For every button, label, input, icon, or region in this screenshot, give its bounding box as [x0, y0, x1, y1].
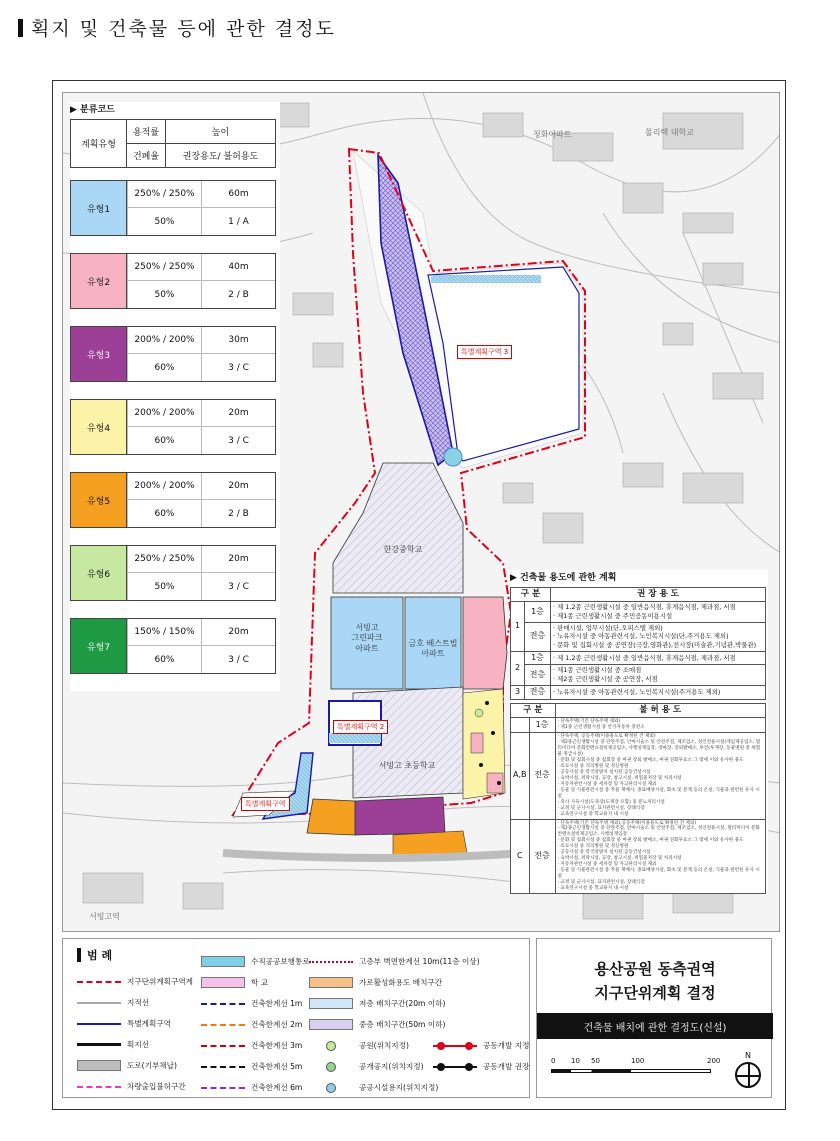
rec-col-div: 구 분 — [511, 588, 551, 602]
usage-row — [511, 819, 766, 894]
type-use: 3 / C — [201, 354, 275, 381]
pro-col-head: 불 허 용 도 — [555, 703, 765, 717]
pro-col-div: 구 분 — [511, 703, 556, 717]
usage-text: · 제1종 근린생활시설 중 소매점 · 제2종 근린생활시설 중 공연장, 서점 — [551, 665, 766, 685]
type-height: 60m — [201, 181, 275, 208]
legend-label: 건축한계선 2m — [251, 1020, 303, 1029]
usage-text: · 단독주택, 공동주택(이용용도로 확정된 건 제외) · 제2종근린생활시설 중 단란주점, 안마시술소 및 안전주점, 제조업소, 성인전용시설(게임제공업소, 멀티미디어 문화컨텐츠설비제공업소, 사행성게임장, 경마장, 장외발매소, 투견(투계장, 동물병원 중 위험물 취급시설) · 문화 및 집회시설 중 집회장 중 마권 장외 발매소, 마권 전화투표소 그 밖에 이와 유사한 용도 · 의료시설 중 격리병원 및 정신병원 · 공동사설 중 복국청방지 설치된 공동건설시설 · 숙박시설, 위락시설, 공장, 창고시설, 위험물저장 및 처리시설 · 자동차관련시설 중 세차장 및 자고관리시설 제외 · 동물 및 식물관련시설 중 작물 재배사, 종묘배양시설, 화초 및 분재 등의 온실, 식물과 관련된 유사 시설 · 축사 사육시설(도축장(도계장 포함) 및 분뇨처리시설 · 교정 및 군사시설, 묘지관련시설, 장례식장 · 교육연구시설 중 학교용지 내 시설 — [555, 732, 765, 819]
type-values — [127, 181, 275, 235]
type5-parcel-2 — [393, 831, 467, 855]
type-height: 20m — [201, 546, 275, 573]
usage-group: A,B — [511, 732, 530, 819]
usage-row — [511, 651, 766, 665]
scale-label: 50 — [591, 1057, 600, 1065]
type-card — [70, 545, 276, 601]
heading-bar — [18, 19, 23, 37]
legend-label: 고층부 벽면한계선 10m(11층 이상) — [359, 957, 480, 966]
legend-label: 지구단위계획구역계 — [127, 977, 194, 986]
legend-item — [309, 951, 480, 972]
legend-symbol — [309, 956, 353, 968]
type-bcr: 60% — [127, 354, 201, 381]
page-title: 획지 및 건축물 등에 관한 결정도 — [31, 18, 336, 40]
page-heading — [18, 14, 336, 41]
type-bcr: 60% — [127, 427, 201, 454]
legend-label: 건축한계선 3m — [251, 1041, 303, 1050]
label-apt-north: 청화아파트 — [533, 130, 572, 139]
usage-text: · 판매시설, 업무시설(단,오피스텔 제외) · 노유자시설 중 아동관련시설, 노인복지시설(단,주거용도 제외) · 문화 및 집회시설 중 공연장(극장,영화관),전시장(미술관,기념관,박물관) — [551, 622, 766, 651]
label-station: 서빙고역 — [89, 912, 120, 921]
type-name: 유형6 — [71, 546, 127, 600]
legend-item — [309, 1077, 480, 1098]
middle-school-parcel — [333, 463, 463, 593]
legend-label: 건축한계선 6m — [251, 1083, 303, 1092]
legend-symbol — [433, 1040, 477, 1052]
type-values — [127, 327, 275, 381]
usage-text: · 단독주택(기존 단독주택 제외),공동주택(이용용도로 확정된 건 제외) · 제2종근린생활시설 중 단란주점, 안마시술소 및 안전주점, 제조업소, 성인전용시설, 멀티미디어 문화컨텐츠설비제공업소, 사행성게임장 · 문화 및 집회시설 중 집회장 중 마권 장외 발매소, 마권 전화투표소 그 밖에 이와 유사한 용도 · 의료시설 중 격리병원 및 정신병원 · 공동사설 중 복국청방지 설치된 공동건설시설 · 숙박시설, 위락시설, 공장, 창고시설, 위험물저장 및 처리시설 · 자동차관련시설 중 세차장 및 자고관리시설 제외 · 동물 및 식물관련시설 중 작물 재배사, 종묘배양시설, 화초 및 분재 등의 온실, 식물과 관련된 유사 시설 · 교정 및 군사시설, 묘지관련시설, 장례식장 · 교육연구시설 중 학교용지 내 시설 — [555, 819, 765, 894]
type-card — [70, 180, 276, 236]
legend-symbol — [201, 1061, 245, 1073]
type3-parcel — [355, 797, 445, 835]
legend-symbol — [433, 1061, 477, 1073]
legend-symbol — [309, 1061, 353, 1073]
legend-label: 공공시설용지(위치지정) — [359, 1083, 439, 1092]
label-apt-green-park: 서빙고 그린파크 아파트 — [351, 623, 383, 653]
legend-symbol — [201, 977, 245, 989]
legend-item — [201, 993, 310, 1014]
usage-panel — [510, 570, 768, 894]
legend-symbol — [201, 1082, 245, 1094]
legend-item — [201, 972, 310, 993]
label-apt-kumho: 금호 베스트빌 아파트 — [408, 639, 458, 659]
legend-label: 지적선 — [127, 998, 150, 1007]
scale-bar-graphic — [551, 1069, 711, 1073]
usage-text: · 노유자시설 중 아동관련시설, 노인복지시설(주거용도 제외) — [551, 685, 766, 699]
type-card — [70, 472, 276, 528]
type-height: 40m — [201, 254, 275, 281]
type-use: 3 / C — [201, 646, 275, 673]
public-facility-circle — [444, 448, 462, 466]
north-icon — [735, 1062, 761, 1088]
legend-item — [77, 992, 193, 1013]
tag-special-zone-1: 특별계획구역 — [241, 797, 290, 811]
usage-row — [511, 732, 766, 819]
type-use: 2 / B — [201, 281, 275, 308]
type-far: 200% / 200% — [127, 327, 201, 354]
usage-title: ▶ 건축물 용도에 관한 계획 — [510, 573, 617, 583]
usage-group: 3 — [511, 685, 525, 699]
classification-title: ▶ 분류코드 — [70, 105, 115, 115]
legend-item — [77, 1055, 193, 1076]
type5-parcel — [307, 799, 355, 835]
prohibited-body — [511, 718, 766, 894]
label-elem-school: 서빙고 초등학교 — [378, 761, 436, 770]
type-values — [127, 619, 275, 673]
road-bottom — [223, 853, 523, 858]
legend-symbol — [201, 956, 245, 968]
legend-item — [433, 1056, 529, 1077]
usage-floor: 전층 — [525, 622, 551, 651]
legend-item — [309, 993, 480, 1014]
type-card — [70, 326, 276, 382]
legend-label: 차량출입불허구간 — [127, 1082, 186, 1091]
hdr-height: 높이 — [165, 120, 275, 144]
tag-special-zone-3: 특별계획구역 3 — [457, 345, 512, 359]
type-bcr: 50% — [127, 281, 201, 308]
north-arrow — [733, 1051, 763, 1091]
type-far: 200% / 200% — [127, 400, 201, 427]
legend-item — [201, 1035, 310, 1056]
type-values — [127, 473, 275, 527]
type-bcr: 50% — [127, 573, 201, 600]
usage-floor: 1층 — [529, 718, 555, 733]
type-far: 200% / 200% — [127, 473, 201, 500]
usage-floor: 1층 — [525, 602, 551, 622]
type-name: 유형1 — [71, 181, 127, 235]
usage-group: 1 — [511, 602, 525, 651]
zone-2-path — [329, 733, 381, 743]
scale-label: 100 — [631, 1057, 645, 1065]
recommended-body — [511, 602, 766, 699]
legend-label: 공동개발 지정 — [483, 1041, 530, 1050]
legend-symbol — [77, 1018, 121, 1030]
type-name: 유형7 — [71, 619, 127, 673]
legend-symbol — [309, 1019, 353, 1031]
type-name: 유형5 — [71, 473, 127, 527]
legend-label: 학 교 — [251, 978, 269, 987]
type-values — [127, 254, 275, 308]
type-card — [70, 253, 276, 309]
usage-group: 2 — [511, 651, 525, 685]
legend-symbol — [309, 1040, 353, 1052]
usage-row — [511, 665, 766, 685]
legend-bar — [77, 948, 81, 962]
type-far: 250% / 250% — [127, 181, 201, 208]
usage-floor: 전층 — [525, 685, 551, 699]
title-line-2: 지구단위계획 결정 — [594, 984, 716, 1002]
type-height: 30m — [201, 327, 275, 354]
legend-symbol — [201, 998, 245, 1010]
scale-label: 200 — [707, 1057, 721, 1065]
type-bcr: 60% — [127, 646, 201, 673]
legend-label: 저층 배치구간(20m 이하) — [359, 999, 446, 1008]
legend-label: 건축한계선 5m — [251, 1062, 303, 1071]
legend-item — [201, 1014, 310, 1035]
type-far: 250% / 250% — [127, 546, 201, 573]
title-line-1: 용산공원 동측권역 — [594, 960, 716, 978]
type-far: 250% / 250% — [127, 254, 201, 281]
legend-item — [77, 1076, 193, 1097]
legend-label: 획지선 — [127, 1040, 150, 1049]
legend-col-2 — [201, 951, 310, 1098]
legend-item — [309, 1014, 480, 1035]
legend-label: 도로(기부채납) — [127, 1061, 177, 1070]
usage-row — [511, 602, 766, 622]
legend-item — [77, 971, 193, 992]
type-card — [70, 399, 276, 455]
classification-panel — [70, 102, 280, 691]
type-card — [70, 618, 276, 674]
usage-floor: 전층 — [529, 819, 555, 894]
hdr-far: 용적률 — [127, 120, 166, 144]
type-height: 20m — [201, 473, 275, 500]
type-bcr: 50% — [127, 208, 201, 235]
hdr-use: 권장용도/ 불허용도 — [165, 144, 275, 168]
legend-symbol — [201, 1040, 245, 1052]
legend-item — [77, 1034, 193, 1055]
label-middle-school: 한강중학교 — [383, 545, 423, 554]
usage-floor: 전층 — [529, 732, 555, 819]
legend-item — [201, 951, 310, 972]
type-far: 150% / 150% — [127, 619, 201, 646]
type-use: 3 / C — [201, 427, 275, 454]
type2-parcel-upper — [463, 597, 507, 689]
legend-label: 건축한계선 1m — [251, 999, 303, 1008]
title-main — [537, 957, 773, 1005]
scale-label: 0 — [551, 1057, 556, 1065]
legend-item — [309, 972, 480, 993]
north-label: N — [745, 1051, 751, 1060]
legend-symbol — [309, 1082, 353, 1094]
small-parcel-a — [471, 733, 483, 753]
type-use: 3 / C — [201, 573, 275, 600]
legend-symbol — [309, 977, 353, 989]
type-height: 20m — [201, 400, 275, 427]
title-subtitle: 건축물 배치에 관한 결정도(신설) — [537, 1013, 773, 1039]
rec-col-head: 권 장 용 도 — [551, 588, 766, 602]
type-use: 1 / A — [201, 208, 275, 235]
usage-group — [511, 718, 530, 733]
legend-label: 공동개발 권장 — [483, 1062, 530, 1071]
usage-row — [511, 622, 766, 651]
legend-label: 특별계획구역 — [127, 1019, 172, 1028]
type-bcr: 60% — [127, 500, 201, 527]
type-card-list — [70, 180, 280, 674]
legend-item — [201, 1077, 310, 1098]
legend-col-1 — [77, 971, 193, 1097]
legend-symbol — [201, 1019, 245, 1031]
legend-label: 가로활성화용도 배치구간 — [359, 978, 443, 987]
type-values — [127, 546, 275, 600]
legend-item — [433, 1035, 529, 1056]
legend-symbol — [77, 1081, 121, 1093]
legend-title — [77, 947, 112, 963]
scale-bar — [551, 1057, 721, 1087]
type-values — [127, 400, 275, 454]
usage-text: · 단독주택(기존 단독주택 제외) · 제1종 근린생활시설 중 안기자동차 충전소 — [555, 718, 765, 733]
classification-header — [70, 119, 276, 168]
tag-special-zone-2: 특별계획구역 2 — [333, 720, 388, 734]
usage-group: C — [511, 819, 530, 894]
legend-col-4 — [433, 1035, 529, 1077]
recommended-table — [510, 587, 766, 700]
type-use: 2 / B — [201, 500, 275, 527]
legend — [62, 938, 530, 1098]
hdr-type: 계획유형 — [71, 120, 127, 168]
usage-row — [511, 685, 766, 699]
park-circle — [475, 709, 483, 717]
type-name: 유형2 — [71, 254, 127, 308]
usage-floor: 전층 — [525, 665, 551, 685]
title-block — [536, 938, 772, 1098]
pedestrian-path-north — [431, 275, 541, 283]
legend-label: 공원(위치지정) — [359, 1041, 409, 1050]
legend-label: 중층 배치구간(50m 이하) — [359, 1020, 446, 1029]
scale-label: 10 — [571, 1057, 580, 1065]
legend-label: 수직공공보행통로 — [251, 957, 310, 966]
type-name: 유형4 — [71, 400, 127, 454]
usage-text: · 제 1,2종 근린생활시설 중 일반음식점, 휴게음식점, 제과점, 서점 · 제1종 근린생활시설 중 주민공동이용시설 — [551, 602, 766, 622]
legend-title-text: 범 례 — [87, 949, 113, 962]
usage-text: · 제 1,2종 근린생활시설 중 일반음식점, 휴게음식점, 제과점, 서점 — [551, 651, 766, 665]
type-height: 20m — [201, 619, 275, 646]
legend-label: 공개공지(위치지정) — [359, 1062, 424, 1071]
legend-item — [201, 1056, 310, 1077]
usage-row — [511, 718, 766, 733]
usage-floor: 1층 — [525, 651, 551, 665]
legend-symbol — [77, 1060, 121, 1072]
legend-symbol — [77, 1039, 121, 1051]
hdr-bcr: 건폐율 — [127, 144, 166, 168]
legend-item — [77, 1013, 193, 1034]
legend-symbol — [77, 976, 121, 988]
legend-symbol — [77, 997, 121, 1009]
label-college: 폴리텍 대학교 — [645, 128, 694, 137]
prohibited-table — [510, 703, 766, 895]
legend-symbol — [309, 998, 353, 1010]
type-name: 유형3 — [71, 327, 127, 381]
